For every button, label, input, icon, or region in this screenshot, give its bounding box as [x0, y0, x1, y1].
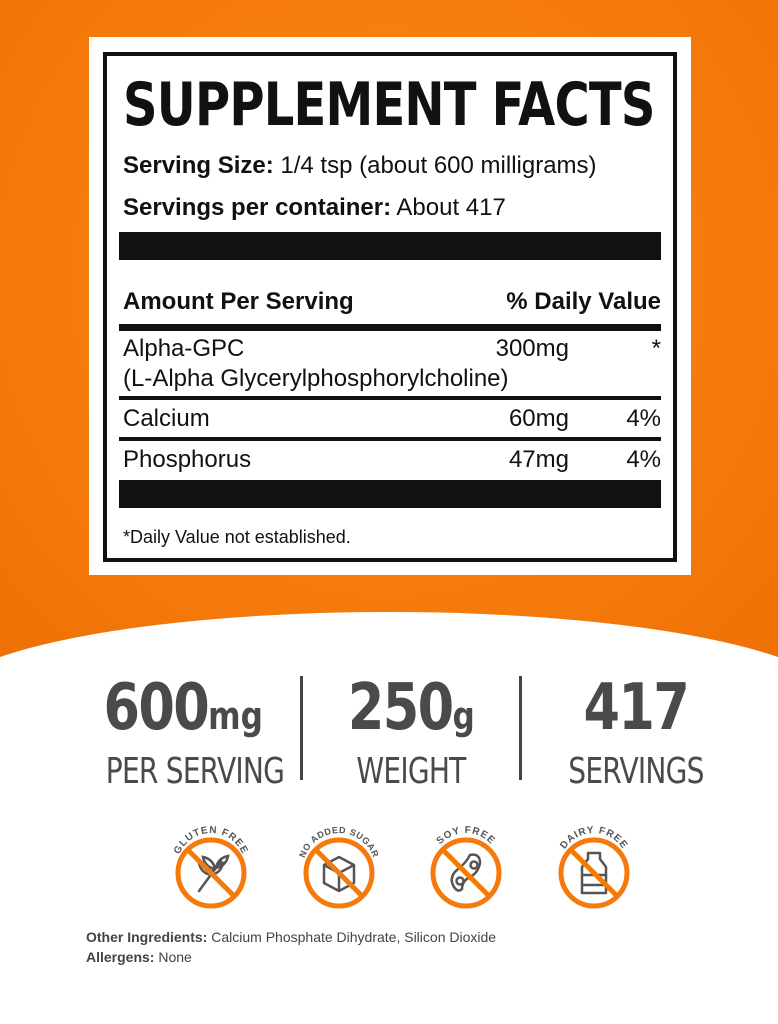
badge-text: DAIRY FREE — [558, 824, 630, 852]
badge-text: NO ADDED SUGAR — [297, 824, 381, 860]
nutrient-row-alpha-gpc — [123, 334, 661, 394]
nutrient-divider — [119, 396, 661, 400]
allergens-value: None — [158, 949, 192, 965]
serving-size-line — [123, 152, 597, 180]
allergens-label: Allergens: — [86, 949, 155, 965]
stat-number: 417 — [583, 671, 689, 745]
nutrient-name: Phosphorus — [123, 446, 252, 473]
badge-no-added-sugar — [291, 815, 387, 911]
stat-servings — [546, 672, 726, 792]
nutrient-daily-value: 4% — [626, 405, 661, 432]
allergen-badges — [0, 815, 778, 915]
badge-text: GLUTEN FREE — [171, 824, 251, 857]
stat-unit: mg — [208, 694, 263, 738]
servings-value: About 417 — [396, 194, 506, 221]
nutrient-daily-value: 4% — [626, 446, 661, 473]
nutrient-divider — [119, 437, 661, 441]
stat-unit: g — [452, 694, 475, 738]
footnote: *Daily Value not established. — [123, 527, 351, 547]
other-ingredients-label: Other Ingredients: — [86, 929, 208, 945]
nutrient-row-phosphorus — [123, 445, 661, 475]
badge-dairy-free — [546, 815, 642, 911]
supplement-facts-frame — [103, 52, 677, 562]
supplement-facts-card — [89, 37, 691, 575]
stat-per-serving — [86, 671, 285, 792]
serving-size-value: 1/4 tsp (about 600 milligrams) — [280, 152, 597, 179]
nutrient-daily-value: * — [651, 335, 661, 362]
nutrient-row-calcium — [123, 404, 661, 434]
amount-header-row — [123, 288, 661, 316]
stat-label: WEIGHT — [356, 751, 466, 792]
stat-label: SERVINGS — [568, 751, 704, 792]
thick-divider-bottom — [119, 480, 661, 508]
ingredients-block — [86, 927, 496, 967]
servings-per-container-line — [123, 194, 506, 222]
allergens-line — [86, 947, 496, 967]
thick-divider-top — [119, 232, 661, 260]
facts-title: SUPPLEMENT FACTS — [123, 70, 655, 140]
product-stats — [0, 672, 778, 792]
svg-text:SOY FREE — [435, 825, 498, 847]
stat-divider — [300, 676, 303, 780]
stat-weight — [326, 672, 496, 792]
nutrient-name: Alpha-GPC — [123, 335, 245, 362]
nutrient-subname: (L-Alpha Glycerylphosphorylcholine) — [123, 365, 509, 392]
stat-number: 600 — [103, 671, 209, 745]
nutrient-name: Calcium — [123, 405, 210, 432]
nutrient-amount: 60mg — [508, 405, 569, 432]
stat-label: PER SERVING — [105, 751, 285, 792]
stat-number-row — [584, 672, 689, 752]
serving-size-label: Serving Size: — [123, 152, 274, 179]
other-ingredients-value: Calcium Phosphate Dihydrate, Silicon Dioxide — [211, 929, 497, 945]
stat-divider — [519, 676, 522, 780]
badge-text: SOY FREE — [434, 824, 498, 847]
milk-bottle-icon — [546, 815, 642, 911]
amount-per-serving-header: Amount Per Serving — [123, 288, 354, 315]
wheat-icon — [163, 815, 259, 911]
servings-label: Servings per container: — [123, 194, 392, 221]
stat-number: 250 — [347, 671, 453, 745]
nutrient-amount: 47mg — [508, 446, 569, 473]
sugar-cube-icon — [291, 815, 387, 911]
nutrient-amount: 300mg — [495, 335, 569, 362]
stat-number-row — [348, 672, 475, 752]
badge-soy-free — [418, 815, 514, 911]
soybean-icon — [418, 815, 514, 911]
badge-gluten-free — [163, 815, 259, 911]
daily-value-header: % Daily Value — [506, 288, 661, 315]
stat-number-row — [103, 672, 262, 752]
header-divider — [119, 324, 661, 331]
other-ingredients-line — [86, 927, 496, 947]
